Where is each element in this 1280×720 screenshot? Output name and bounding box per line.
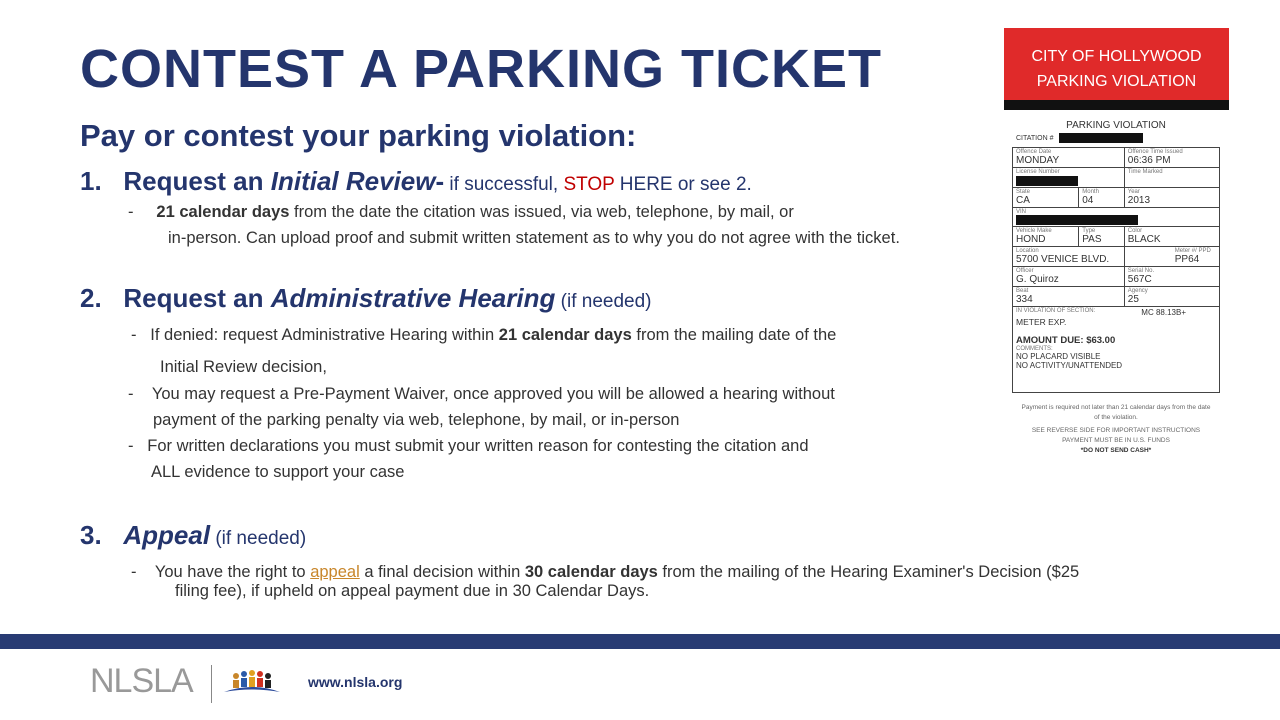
- label: VIN: [1016, 208, 1027, 215]
- subtitle: Pay or contest your parking violation:: [80, 118, 637, 153]
- step-note: (if needed): [210, 528, 307, 549]
- label: Meter #/ PPD: [1174, 248, 1211, 255]
- bullet: [128, 437, 809, 456]
- step-text: Request an: [123, 283, 271, 313]
- step-italic: Administrative Hearing: [270, 283, 556, 313]
- badge-line1: CITY OF HOLLYWOOD: [1031, 48, 1202, 65]
- value: 567C: [1127, 274, 1152, 286]
- value: PAS: [1082, 234, 1102, 246]
- dash: -: [128, 437, 134, 455]
- step-3-heading: [80, 520, 306, 551]
- text: You have the right to: [154, 563, 311, 581]
- value: 06:36 PM: [1127, 155, 1171, 166]
- value: CA: [1016, 194, 1030, 206]
- ticket-fine-print: [1012, 403, 1220, 456]
- step-italic: Appeal: [123, 520, 211, 550]
- amount-due: AMOUNT DUE: $63.00: [1016, 335, 1116, 347]
- logo-divider: [211, 665, 212, 703]
- step-number: 2.: [80, 283, 102, 313]
- bullet: [128, 203, 794, 222]
- fine-text: PAYMENT MUST BE IN U.S. FUNDS: [1062, 437, 1170, 445]
- label: Location: [1016, 248, 1039, 255]
- step-number: 1.: [80, 166, 102, 196]
- value: 2013: [1127, 194, 1151, 206]
- label: Year: [1127, 188, 1140, 195]
- value: G. Quiroz: [1016, 274, 1059, 286]
- people-icon: [222, 668, 282, 696]
- redaction: [1059, 133, 1143, 143]
- stop-text: STOP: [563, 174, 615, 195]
- label: State: [1016, 188, 1031, 195]
- comment: NO ACTIVITY/UNATTENDED: [1016, 361, 1123, 371]
- bullet: [131, 563, 1079, 582]
- bullet-line2: payment of the parking penalty via web, telephone, by mail, or in-person: [153, 411, 680, 429]
- step-text: Request an: [123, 166, 271, 196]
- value: PP64: [1174, 254, 1200, 266]
- bullet: [131, 326, 836, 345]
- label: IN VIOLATION OF SECTION:: [1016, 308, 1096, 315]
- text: You may request a Pre-Payment Waiver, once approved you will be allowed a hearing without: [151, 385, 835, 403]
- bullet-line2: in-person. Can upload proof and submit written statement as to why you do not agree with the ticket.: [168, 229, 900, 247]
- bold-text: 21 calendar days: [156, 203, 290, 221]
- text: For written declarations you must submit your written reason for contesting the citation and: [147, 437, 809, 455]
- redaction: [1016, 215, 1138, 225]
- step-1-heading: [80, 166, 752, 197]
- logo-text: NLSLA: [90, 662, 193, 700]
- label: Vehicle Make: [1016, 228, 1052, 235]
- step-italic: Initial Review: [270, 166, 436, 196]
- value: MONDAY: [1016, 155, 1060, 166]
- bullet: [128, 385, 835, 404]
- redaction: [1016, 176, 1078, 186]
- parking-ticket-image: [1012, 120, 1220, 456]
- section-row: [1016, 308, 1216, 317]
- text: from the date the citation was issued, via web, telephone, by mail, or: [289, 203, 794, 221]
- label: Month: [1082, 188, 1099, 195]
- bold-text: 30 calendar days: [524, 563, 658, 581]
- step-2-heading: [80, 283, 652, 314]
- dash: -: [131, 326, 137, 344]
- ticket-table: [1012, 147, 1220, 393]
- value: BLACK: [1127, 234, 1161, 246]
- dash: -: [131, 563, 137, 581]
- label: COMMENTS:: [1016, 346, 1053, 353]
- label: Beat: [1016, 288, 1029, 295]
- citation-row: [1016, 133, 1216, 143]
- fine-text: SEE REVERSE SIDE FOR IMPORTANT INSTRUCTIONS: [1031, 427, 1201, 435]
- bullet-line2: ALL evidence to support your case: [151, 463, 405, 481]
- fine-text: *DO NOT SEND CASH*: [1080, 447, 1152, 455]
- ticket-title: PARKING VIOLATION: [1066, 120, 1166, 131]
- text: from the mailing date of the: [631, 326, 837, 344]
- footer-band: [0, 634, 1280, 649]
- label: Offence Time Issued: [1127, 149, 1183, 155]
- value: 5700 VENICE BLVD.: [1016, 254, 1110, 266]
- step-note-end: HERE or see 2.: [614, 174, 752, 195]
- badge-line2: PARKING VIOLATION: [1036, 73, 1197, 90]
- fine-text: Payment is required not later than 21 calendar days from the date of the violation.: [1021, 404, 1211, 422]
- bullet-line2: filing fee), if upheld on appeal payment due in 30 Calendar Days.: [175, 582, 650, 600]
- label: Officer: [1016, 268, 1034, 275]
- comment: NO PLACARD VISIBLE: [1016, 352, 1101, 362]
- step-number: 3.: [80, 520, 102, 550]
- value: HOND: [1016, 234, 1046, 246]
- page-title: CONTEST A PARKING TICKET: [80, 39, 882, 99]
- step-note: if successful,: [444, 174, 564, 195]
- step-note: (if needed): [555, 291, 652, 312]
- bullet-line2: Initial Review decision,: [160, 358, 327, 376]
- label: License Number: [1016, 169, 1060, 175]
- label: Serial No.: [1127, 268, 1155, 275]
- label: Color: [1127, 228, 1143, 235]
- citation-label: CITATION #: [1016, 134, 1054, 142]
- value: 334: [1016, 294, 1033, 306]
- text: from the mailing of the Hearing Examiner's Decision ($25: [657, 563, 1080, 581]
- label: Offence Date: [1016, 149, 1052, 155]
- nlsla-logo: [90, 662, 193, 701]
- label: Agency: [1127, 288, 1148, 295]
- violation: METER EXP.: [1016, 317, 1067, 328]
- step-dash: -: [435, 166, 445, 196]
- text: a final decision within: [359, 563, 525, 581]
- bold-text: 21 calendar days: [498, 326, 632, 344]
- value: 25: [1127, 294, 1139, 306]
- appeal-link[interactable]: appeal: [310, 563, 360, 581]
- dash: -: [128, 385, 134, 403]
- value: 04: [1082, 194, 1094, 206]
- website-link[interactable]: www.nlsla.org: [308, 674, 403, 690]
- dash: -: [128, 203, 134, 221]
- label: Time Marked: [1127, 169, 1163, 175]
- city-badge: [1004, 28, 1229, 110]
- label: Type: [1082, 228, 1096, 235]
- text: If denied: request Administrative Hearing within: [150, 326, 499, 344]
- value: MC 88.13B+: [1141, 308, 1186, 318]
